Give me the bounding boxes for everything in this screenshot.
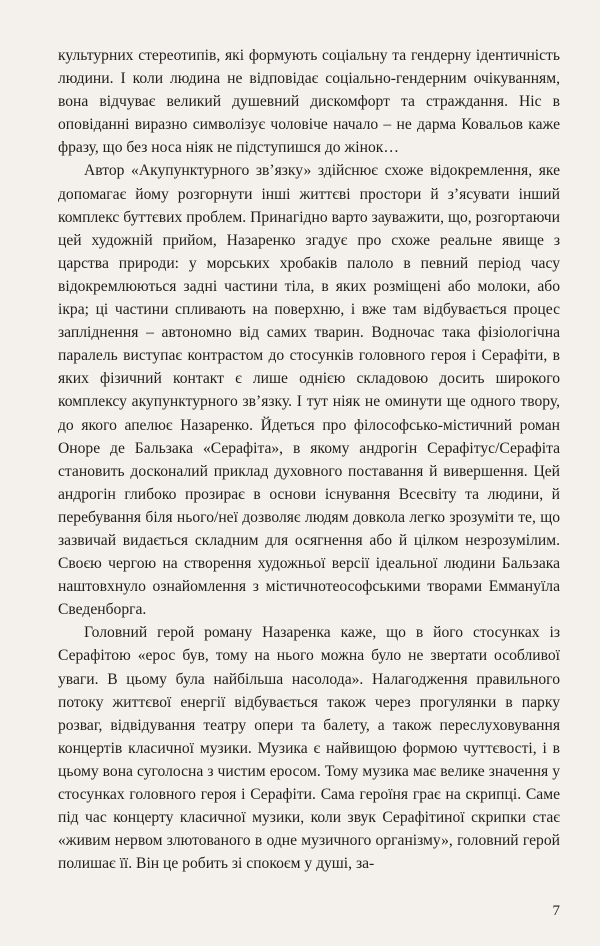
page-number: 7 <box>552 903 560 919</box>
paragraph-2: Автор «Акупунктурного зв’язку» здійснює схоже відокремлення, яке допомагає йому розгорнути інші життєві простори й з’ясувати інший комплекс буттєвих проблем. Принагідно варто зауважити, що, розгортаючи цей художній прийом, Назаренко згадує про схоже реальне явище з царства природи: у морських хробаків палоло в певний період часу відокремлюються задні частини тіла, в яких розміщені або молоки, або ікра; ці частини спливають на поверхню, і вже там відбувається процес запліднення – автономно від самих тварин. Водночас така фізіологічна паралель виступає контрастом до стосунків головного героя і Серафіти, в яких фізичний контакт є лише однією складовою досить широкого комплексу акупунктурного зв’язку. І тут ніяк не оминути ще одного твору, до якого апелює Назаренко. Йдеться про філософсько-містичний роман Оноре де Бальзака «Серафіта», в якому андрогін Серафітус/Серафіта становить досконалий приклад духовного поставання й вивершення. Цей андрогін глибоко прозирає в основи існування Всесвіту та людини, й перебування біля нього/неї дозволяє людям довкола легко зрозуміти те, що зазвичай видається складним для осягнення або й цілком незрозумілим. Своєю чергою на створення художньої версії ідеальної людини Бальзака наштовхнуло ознайомлення з містичнотеософськими творами Еммануїла Сведенборга. <box>58 162 560 619</box>
paragraph-1: культурних стереотипів, які формують соціальну та гендерну ідентичність людини. І коли людина не відповідає соціально-гендерним очікуванням, вона відчуває великий душевний дискомфорт та страждання. Ніс в оповіданні виразно символізує чоловіче начало – не дарма Ковальов каже фразу, що без носа ніяк не підступишся до жінок… <box>58 47 560 157</box>
paragraph-3: Головний герой роману Назаренка каже, що в його стосунках із Серафітою «ерос був, тому на нього можна було не звертати особливої уваги. В цьому була найбільша насолода». Налагодження правильного потоку життєвої енергії відбувається також через прогулянки в парку розваг, відвідування театру опери та балету, а також переслуховування концертів класичної музики. Музика є найвищою формою чуттєвості, і в цьому вона суголосна з чистим еросом. Тому музика має велике значення у стосунках головного героя і Серафіти. Сама героїня грає на скрипці. Саме під час концерту класичної музики, коли звук Серафітиної скрипки стає «живим нервом злютованого в одне музичного організму», головний герой полишає її. Він це робить зі спокоєм у душі, за- <box>58 624 560 873</box>
body-text <box>58 44 560 875</box>
